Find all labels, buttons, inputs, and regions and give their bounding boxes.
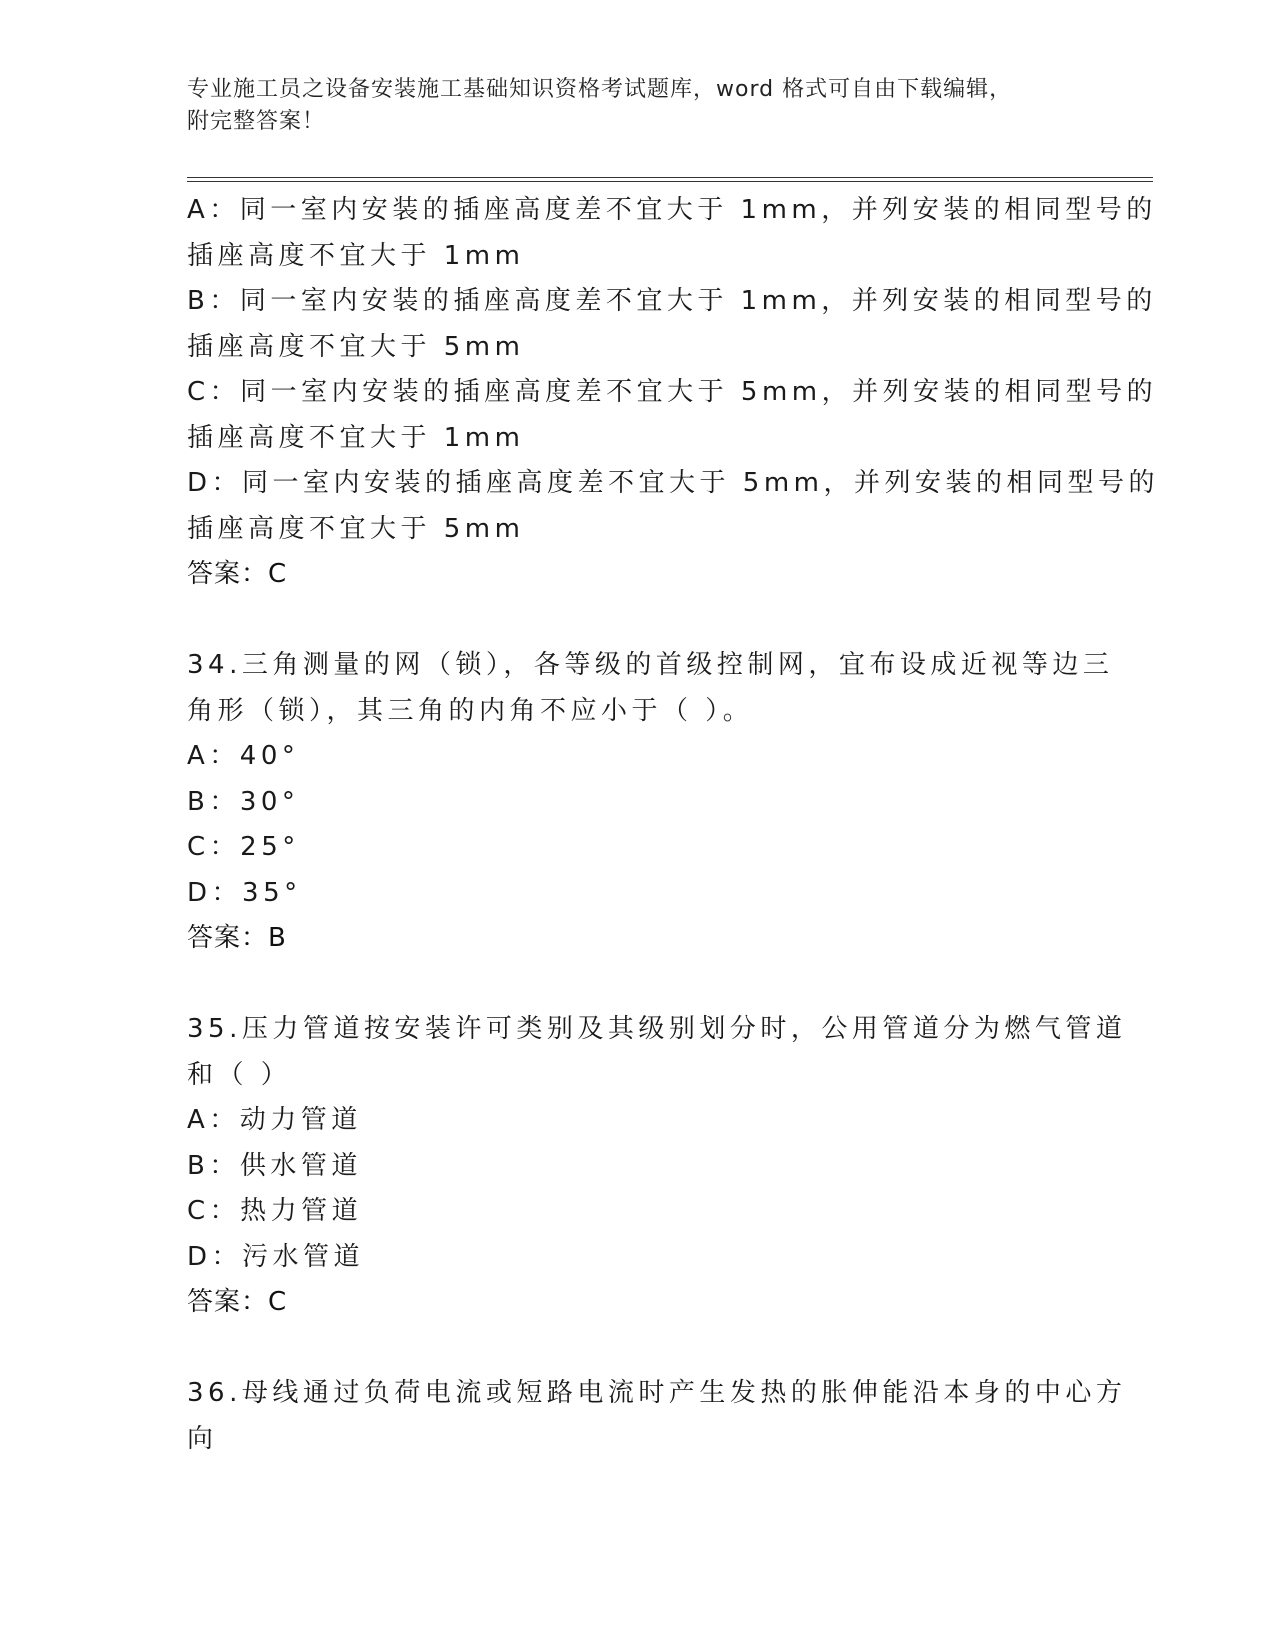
- header-divider-bottom: [187, 181, 1153, 182]
- question-35-stem-line-1: 35.压力管道按安装许可类别及其级别划分时，公用管道分为燃气管道: [187, 1014, 1127, 1044]
- spacer: [187, 1326, 1087, 1372]
- option-b-line-1: B：同一室内安装的插座高度差不宜大于 1mm，并列安装的相同型号的: [187, 286, 1157, 316]
- question-35-option-c: C：热力管道: [187, 1196, 363, 1226]
- question-33-answer: 答案：C: [187, 559, 288, 589]
- option-d-line-2: 插座高度不宜大于 5mm: [187, 513, 525, 544]
- question-35-option-a: A：动力管道: [187, 1105, 362, 1135]
- spacer: [187, 962, 1087, 1008]
- question-36-stem-line-1: 36.母线通过负荷电流或短路电流时产生发热的胀伸能沿本身的中心方: [187, 1378, 1127, 1408]
- header-divider-top: [187, 177, 1153, 178]
- option-a-line-1: A：同一室内安装的插座高度差不宜大于 1mm，并列安装的相同型号的: [187, 195, 1157, 225]
- question-34-option-a: A：40°: [187, 741, 300, 771]
- question-34-option-b: B：30°: [187, 786, 300, 817]
- question-36: [187, 1371, 1127, 1462]
- question-35-stem-line-2: 和（ ）: [187, 1059, 292, 1090]
- question-33-options: [187, 188, 1159, 598]
- header-title-line-1: 专业施工员之设备安装施工基础知识资格考试题库，word 格式可自由下载编辑，: [187, 77, 1013, 102]
- option-d-line-1: D：同一室内安装的插座高度差不宜大于 5mm，并列安装的相同型号的: [187, 468, 1159, 498]
- option-c-line-2: 插座高度不宜大于 1mm: [187, 422, 525, 453]
- question-35-option-d: D：污水管道: [187, 1241, 365, 1272]
- question-35-answer: 答案：C: [187, 1287, 288, 1317]
- question-35-option-b: B：供水管道: [187, 1150, 362, 1181]
- question-34-stem-line-1: 34.三角测量的网（锁），各等级的首级控制网，宜布设成近视等边三: [187, 650, 1114, 680]
- question-34-option-c: C：25°: [187, 832, 300, 862]
- question-35: [187, 1007, 1127, 1326]
- question-34-answer: 答案：B: [187, 923, 287, 953]
- document-header: [187, 74, 1067, 138]
- option-c-line-1: C：同一室内安装的插座高度差不宜大于 5mm，并列安装的相同型号的: [187, 377, 1158, 407]
- question-34: [187, 643, 1114, 962]
- question-34-stem-line-2: 角形（锁），其三角的内角不应小于（ ）。: [187, 695, 754, 726]
- document-body: [187, 188, 1159, 1462]
- option-b-line-2: 插座高度不宜大于 5mm: [187, 331, 525, 362]
- spacer: [187, 598, 1087, 644]
- question-34-option-d: D：35°: [187, 877, 302, 908]
- header-title-line-2: 附完整答案！: [187, 109, 326, 134]
- question-36-stem-line-2: 向: [187, 1423, 218, 1454]
- option-a-line-2: 插座高度不宜大于 1mm: [187, 240, 525, 271]
